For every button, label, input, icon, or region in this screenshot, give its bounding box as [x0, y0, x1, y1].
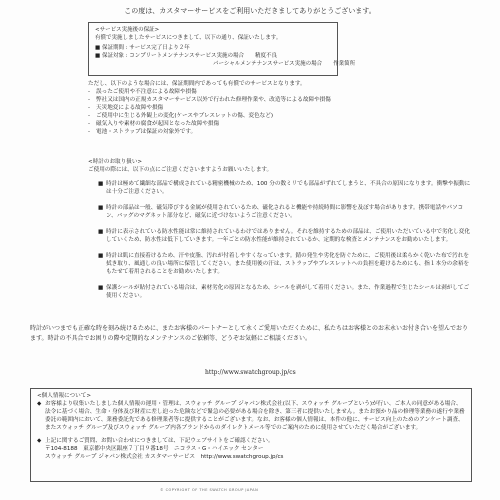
privacy-box — [30, 388, 472, 482]
list-item: - 弊社又は国内の正規カスタマーサービス以外で行われた修理作業や、改造等による故障や損傷 — [88, 97, 331, 103]
list-item: - 電池・ストラップは保証の対象外です。 — [88, 129, 197, 135]
care-list — [98, 180, 473, 300]
privacy-address: 〒104-8188 東京都中央区銀座７丁目９番18号 ニコラス・G・ハイエック センター — [45, 446, 264, 452]
list-item: - 磁気入りや素材の腐食が起因となった故障や損傷 — [88, 121, 220, 127]
closing-text: 時計がいつまでも正確な時を刻み続けるために、またお客様のパートナーとして永くご愛用いただくために、私たちはお客様とのお末永いお付き合いを望んでおります。時計の不具合でお困りの際や定期的なメンテナンスのご依頼等、どうぞお気軽にご相談ください。 — [30, 325, 469, 342]
care-title: <時計のお取り扱い> — [88, 159, 143, 165]
list-item: ■ 時計の部品は一般、磁気帯びする金属が使用されているため、磁化されると機能や持続時間に影響を及ぼす場合があります。携帯電話やパソコン、バッグのマグネット部分など、磁気に近づけないようご注意ください。 — [98, 205, 464, 219]
list-item: - 天災地変による故障や損傷 — [88, 105, 164, 111]
list-item: ◆ お客様より収集いたしました個人情報の運用・管理は、スウォッチ グループ ジャパン株式会社(以下、スウォッチ グループという)が行い、ご本人の同意がある場合、法令に基づく場合、生命・身体及び財産に差し迫った危険などで緊急の必要がある場合を除き、第三者に提供いたしません。またお預かり品の修理等業務の遂行や業務委託の範囲内において、業務委託先である修理業者等に提供することがございます。なお、お客様の個人情報は、本件の他に、サービス向上のためのアンケート調査、またスウォッチ グループ及びスウォッチ グループ内各ブランドからのダイレクトメール等でのご案内のために使用させていただく場合がございます。 — [37, 401, 465, 431]
list-item: ◆ 上記に関するご質問、お問い合わせにつきましては、下記ウェブサイトをご確認ください。 — [37, 438, 274, 444]
list-item: ■ 時計は肌に直接着けるため、汗や皮脂、汚れが付着しやすくなっています。錆の発生や劣化を防ぐために、ご使用後は柔らかく乾いた布で汚れを拭き取り、風通しの良い場所に保管してください。また使用後の汗は、ストラップやブレスレットへの負担を避けるためにも、指１本分の余裕をもたせて着用されることをお勧めいたします。 — [98, 253, 470, 275]
list-item: ■ 時計は極めて繊細な部品で構成されている精密機械のため、100 分の数ミリでも部品がずれてしまうと、不具合の原因になります。衝撃や振動には十分ご注意ください。 — [98, 181, 471, 195]
warranty-box — [88, 22, 356, 76]
privacy-title: <個人情報について> — [37, 393, 92, 399]
footer-copyright: © COPYRIGHT OF THE SWATCH GROUP JAPAN — [160, 488, 259, 492]
list-item: ■ 保護シールが貼付されている場合は、素材劣化の原因となるため、シールを剥がして着用ください。また、作業過程で生じたシールは剥がしてご使用ください。 — [98, 285, 470, 299]
care-header — [88, 158, 408, 174]
list-item: ■ 時計に表示されている防水性能は常に維持されているわけではありません。それを維持するための部品は、ご使用いただいている中で劣化し変化していくため、防水性は低下していきます。一年ごとの防水性能が維持されているか、定期的な検査とメンテナンスをお勧めいたします。 — [98, 229, 470, 243]
care-lead: ご使用の際には、以下の点にご注意くださいますようお願いいたします。 — [88, 167, 273, 173]
warranty-desc: 有償で実施しましたサービスにつきまして、以下の通り、保証いたします。 — [95, 35, 282, 41]
warranty-period: ■ 保証期間 : サービス完了日より２年 — [95, 45, 190, 51]
exclusions-lead: ただし、以下のような場合には、保証期間内であっても有償でのサービスとなります。 — [88, 81, 306, 87]
warranty-content: ■ 保証対象 : コンプリートメンテナンスサービス実施の場合 精度不良 — [95, 53, 277, 59]
exclusions-section — [88, 80, 408, 136]
list-item: - 誤ったご使用や不注意による故障や損傷 — [88, 89, 197, 95]
intro-text: この度は、カスタマーサービスをご利用いただきましてありがとうございます。 — [124, 7, 376, 15]
warranty-content-sub: パーシャルメンテナンスサービス実施の場合 作業箇所 — [213, 61, 356, 67]
support-url[interactable]: http://www.swatchgroup.jp/cs — [205, 369, 296, 376]
privacy-company: スウォッチ グループ ジャパン株式会社 カスタマーサービス http://www.swatchgroup.jp/cs — [45, 454, 284, 460]
list-item: - ご使用中に生じる外観上の変化(ケースやブレスレットの傷、変色など) — [88, 113, 274, 119]
warranty-title: <サービス実施後の保証> — [95, 27, 160, 33]
